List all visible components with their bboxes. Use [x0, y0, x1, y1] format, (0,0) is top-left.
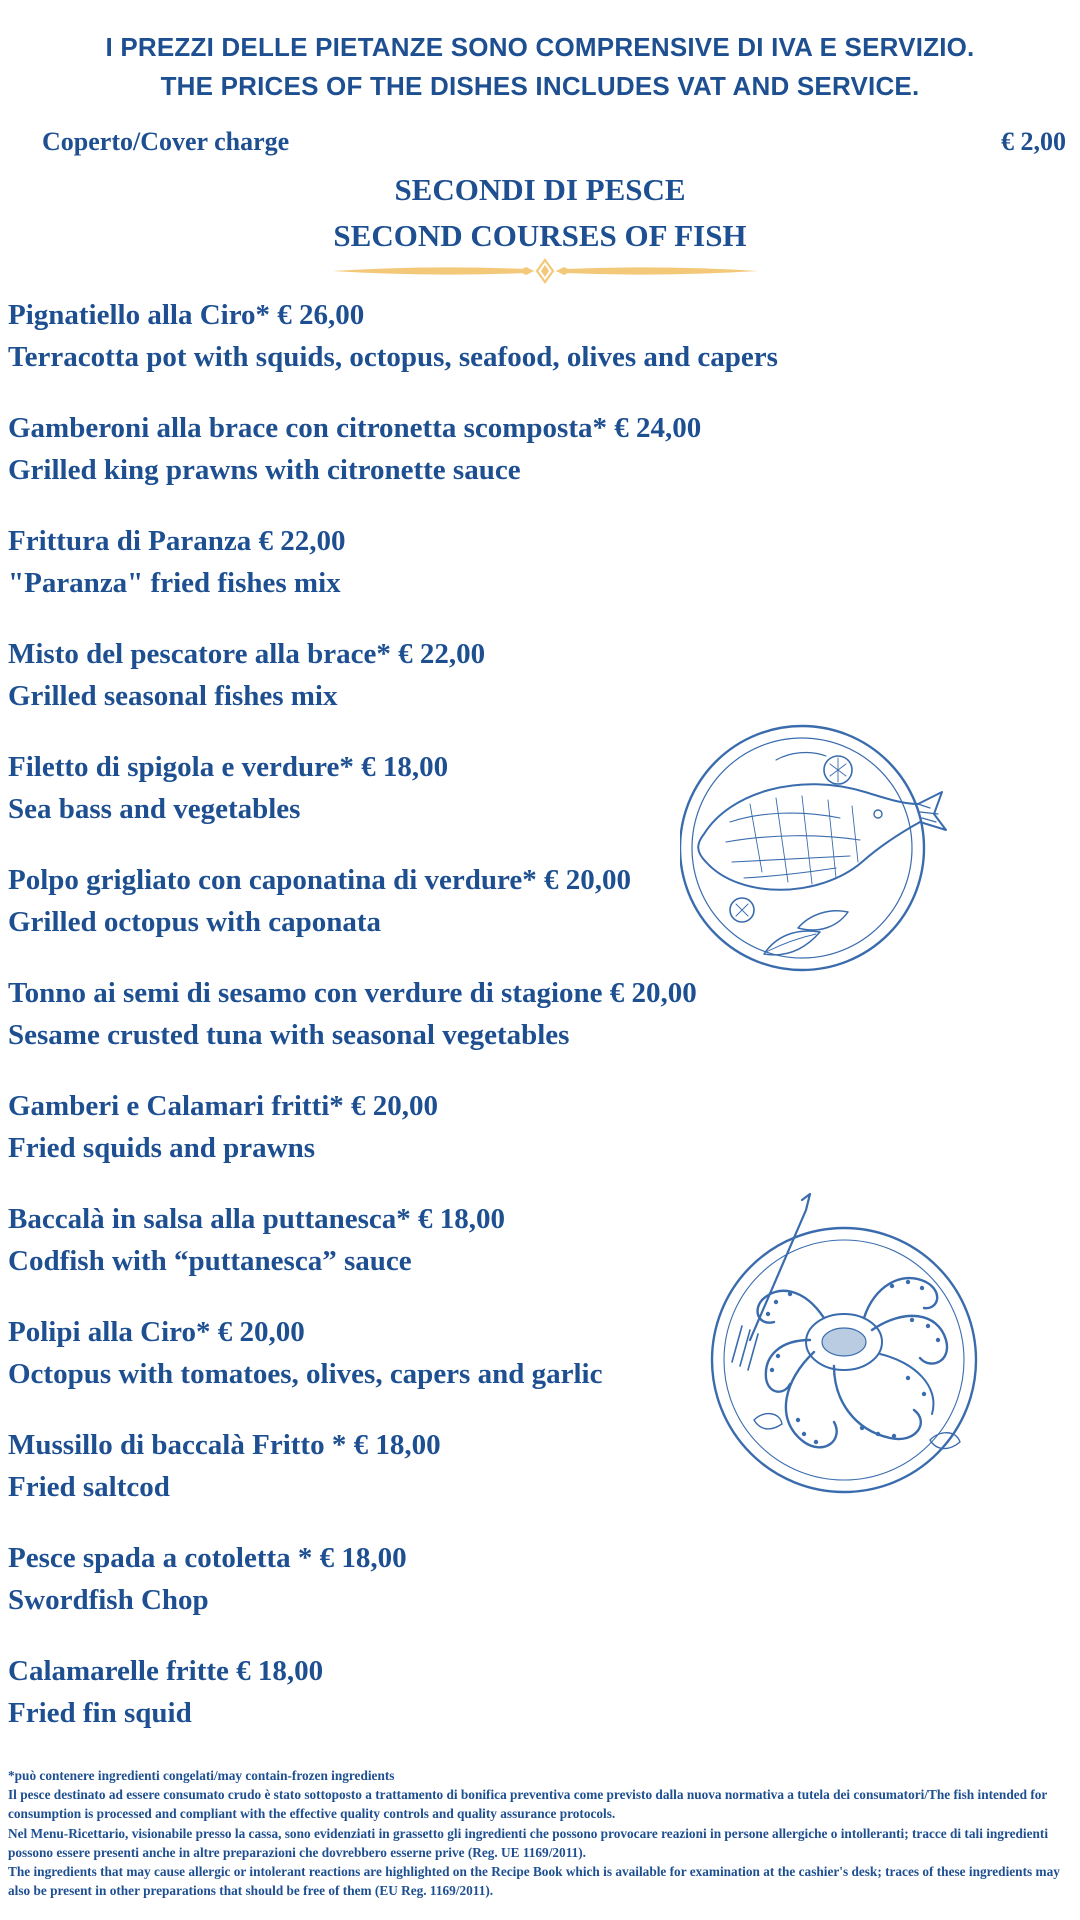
- dish-name-italian: Tonno ai semi di sesamo con verdure di stagione € 20,00: [8, 977, 697, 1009]
- dish-item: [8, 1537, 1068, 1650]
- section-title-english: SECOND COURSES OF FISH: [333, 218, 747, 253]
- dish-name-italian: Polipi alla Ciro* € 20,00: [8, 1316, 305, 1348]
- dish-name-italian: Misto del pescatore alla brace* € 22,00: [8, 638, 486, 670]
- octopus-plate-illustration-icon: [694, 1190, 984, 1500]
- dish-name-italian: Frittura di Paranza € 22,00: [8, 525, 346, 557]
- dish-name-english: Sesame crusted tuna with seasonal vegetables: [8, 1019, 570, 1051]
- cover-charge-label: Coperto/Cover charge: [42, 127, 290, 156]
- dish-name-english: Octopus with tomatoes, olives, capers and garlic: [8, 1358, 603, 1390]
- dish-item: [8, 520, 1068, 633]
- footnote-raw-fish: Il pesce destinato ad essere consumato crudo è stato sottoposto a trattamento di bonifica preventiva come previsto dalla nuova normativa a tutela dei consumatori/The fish intended for consumption is processed and compliant with the effective quality controls and quality assurance protocols.: [8, 1787, 1048, 1822]
- dish-name-english: Swordfish Chop: [8, 1584, 209, 1616]
- dish-name-english: Fried fin squid: [8, 1697, 192, 1729]
- dish-name-english: "Paranza" fried fishes mix: [8, 567, 341, 599]
- notice-italian: I PREZZI DELLE PIETANZE SONO COMPRENSIVE DI IVA E SERVIZIO.: [105, 32, 975, 62]
- footnotes: [8, 1766, 1078, 1900]
- section-title-italian: SECONDI DI PESCE: [394, 172, 686, 207]
- dish-item: [8, 407, 1068, 520]
- dish-name-english: Terracotta pot with squids, octopus, seafood, olives and capers: [8, 341, 778, 373]
- dish-name-english: Grilled king prawns with citronette sauce: [8, 454, 521, 486]
- ornament-divider-icon: [330, 256, 760, 286]
- dish-name-italian: Polpo grigliato con caponatina di verdure* € 20,00: [8, 864, 631, 896]
- dish-name-italian: Calamarelle fritte € 18,00: [8, 1655, 324, 1687]
- footnote-frozen: *può contenere ingredienti congelati/may contain-frozen ingredients: [8, 1768, 395, 1783]
- footnote-allergens-italian: Nel Menu-Ricettario, visionabile presso la cassa, sono evidenziati in grassetto gli ingredienti che possono provocare reazioni in persone allergiche o intolleranti; tracce di tali ingredienti possono essere presenti anche in altre preparazioni che dovrebbero esserne prive (Reg. UE 1169/2011).: [8, 1825, 1049, 1860]
- dish-name-italian: Filetto di spigola e verdure* € 18,00: [8, 751, 449, 783]
- dish-name-english: Fried saltcod: [8, 1471, 170, 1503]
- dish-name-english: Sea bass and vegetables: [8, 793, 301, 825]
- dish-name-italian: Pignatiello alla Ciro* € 26,00: [8, 299, 365, 331]
- dish-item: [8, 294, 1068, 407]
- dish-name-italian: Pesce spada a cotoletta * € 18,00: [8, 1542, 407, 1574]
- dish-name-italian: Baccalà in salsa alla puttanesca* € 18,00: [8, 1203, 506, 1235]
- dish-name-english: Grilled octopus with caponata: [8, 906, 381, 938]
- dish-name-italian: Gamberi e Calamari fritti* € 20,00: [8, 1090, 439, 1122]
- footnote-allergens-english: The ingredients that may cause allergic or intolerant reactions are highlighted on the Recipe Book which is available for examination at the cashier's desk; traces of these ingredients may also be present in other preparations that should be free of them (EU Reg. 1169/2011).: [8, 1864, 1060, 1899]
- dish-item: [8, 1650, 1068, 1763]
- cover-charge-price: € 2,00: [1001, 127, 1066, 156]
- dish-name-italian: Gamberoni alla brace con citronetta scomposta* € 24,00: [8, 412, 702, 444]
- dish-item: [8, 1085, 1068, 1198]
- dish-item: [8, 972, 1068, 1085]
- dish-name-italian: Mussillo di baccalà Fritto * € 18,00: [8, 1429, 441, 1461]
- fish-plate-illustration-icon: [680, 722, 960, 982]
- dish-name-english: Fried squids and prawns: [8, 1132, 316, 1164]
- dish-list: [8, 294, 1068, 1763]
- cover-charge-row: [42, 124, 1066, 160]
- dish-name-english: Grilled seasonal fishes mix: [8, 680, 338, 712]
- notice-english: THE PRICES OF THE DISHES INCLUDES VAT AND SERVICE.: [160, 71, 920, 101]
- dish-name-english: Codfish with “puttanesca” sauce: [8, 1245, 412, 1277]
